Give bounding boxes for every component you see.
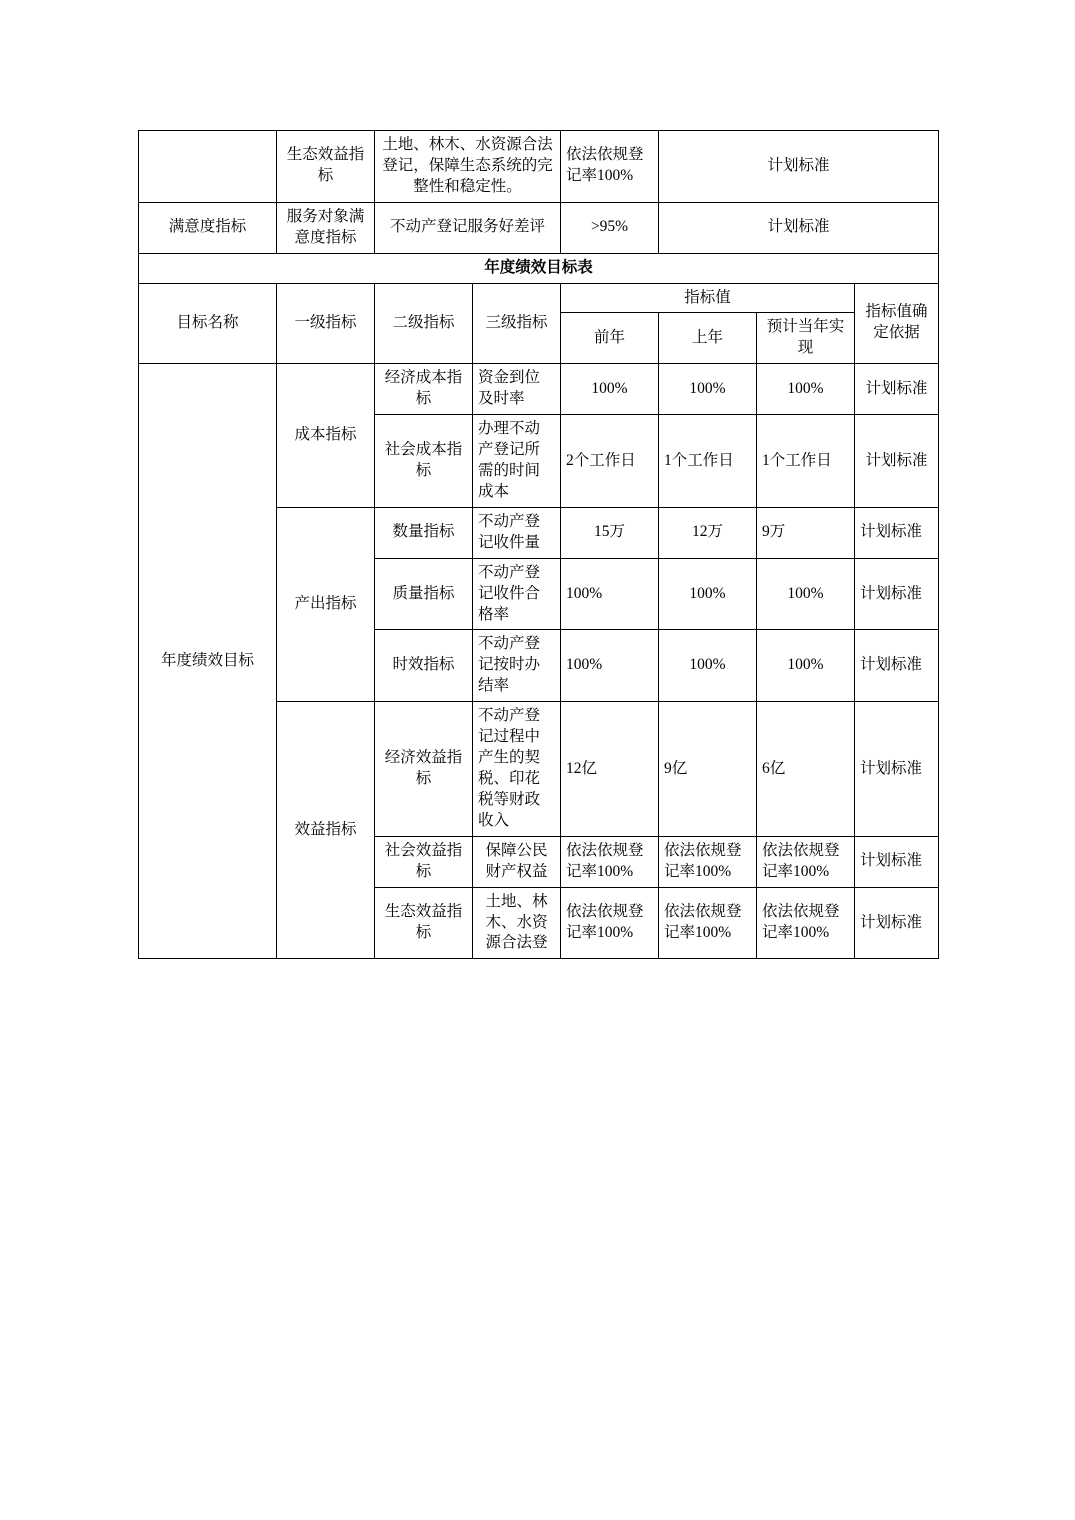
row-2-level3: 不动产登记收件量 (473, 507, 561, 558)
row-2-prev1: 12万 (659, 507, 757, 558)
header-value-prev2: 前年 (561, 313, 659, 364)
row-5-basis: 计划标准 (855, 702, 939, 837)
table-header-row (139, 283, 939, 313)
row-7-basis: 计划标准 (855, 887, 939, 959)
row-4-prev2: 100% (561, 630, 659, 702)
row-1-prev2: 2个工作日 (561, 415, 659, 508)
row-6-current: 依法依规登记率100% (757, 836, 855, 887)
top-row-0-col5: 计划标准 (659, 131, 939, 203)
table-row (139, 202, 939, 253)
row-4-prev1: 100% (659, 630, 757, 702)
row-3-current: 100% (757, 558, 855, 630)
group-label-output: 产出指标 (277, 507, 375, 701)
top-row-0-col4: 依法依规登记率100% (561, 131, 659, 203)
top-row-1-col1: 满意度指标 (139, 202, 277, 253)
row-4-level3: 不动产登记按时办结率 (473, 630, 561, 702)
row-5-level2: 经济效益指标 (375, 702, 473, 837)
top-row-1-col5: 计划标准 (659, 202, 939, 253)
row-6-prev2: 依法依规登记率100% (561, 836, 659, 887)
row-7-current: 依法依规登记率100% (757, 887, 855, 959)
row-4-basis: 计划标准 (855, 630, 939, 702)
group-label-cost: 成本指标 (277, 364, 375, 508)
table-row (139, 131, 939, 203)
row-5-level3: 不动产登记过程中产生的契税、印花税等财政收入 (473, 702, 561, 837)
row-0-level2: 经济成本指标 (375, 364, 473, 415)
top-row-0-col1 (139, 131, 277, 203)
header-level2: 二级指标 (375, 283, 473, 364)
row-6-basis: 计划标准 (855, 836, 939, 887)
row-1-level2: 社会成本指标 (375, 415, 473, 508)
row-2-basis: 计划标准 (855, 507, 939, 558)
row-4-level2: 时效指标 (375, 630, 473, 702)
goal-name-value: 年度绩效目标 (139, 364, 277, 959)
row-5-current: 6亿 (757, 702, 855, 837)
row-6-prev1: 依法依规登记率100% (659, 836, 757, 887)
row-2-prev2: 15万 (561, 507, 659, 558)
row-0-current: 100% (757, 364, 855, 415)
row-3-basis: 计划标准 (855, 558, 939, 630)
header-value-prev1: 上年 (659, 313, 757, 364)
row-4-current: 100% (757, 630, 855, 702)
row-7-prev2: 依法依规登记率100% (561, 887, 659, 959)
row-5-prev1: 9亿 (659, 702, 757, 837)
row-1-prev1: 1个工作日 (659, 415, 757, 508)
row-7-level3: 土地、林木、水资源合法登 (473, 887, 561, 959)
row-1-basis: 计划标准 (855, 415, 939, 508)
top-row-0-col3: 土地、林木、水资源合法登记，保障生态系统的完整性和稳定性。 (375, 131, 561, 203)
header-value-group: 指标值 (561, 283, 855, 313)
row-0-prev1: 100% (659, 364, 757, 415)
row-6-level3: 保障公民财产权益 (473, 836, 561, 887)
header-goal-name: 目标名称 (139, 283, 277, 364)
top-row-1-col4: >95% (561, 202, 659, 253)
section-title-row (139, 253, 939, 283)
row-1-level3: 办理不动产登记所需的时间成本 (473, 415, 561, 508)
row-0-prev2: 100% (561, 364, 659, 415)
row-0-level3: 资金到位及时率 (473, 364, 561, 415)
top-row-1-col2: 服务对象满意度指标 (277, 202, 375, 253)
row-3-level2: 质量指标 (375, 558, 473, 630)
header-basis: 指标值确定依据 (855, 283, 939, 364)
performance-table (138, 130, 939, 959)
row-5-prev2: 12亿 (561, 702, 659, 837)
header-level3: 三级指标 (473, 283, 561, 364)
header-value-current: 预计当年实现 (757, 313, 855, 364)
row-1-current: 1个工作日 (757, 415, 855, 508)
row-3-prev2: 100% (561, 558, 659, 630)
row-7-level2: 生态效益指标 (375, 887, 473, 959)
row-2-current: 9万 (757, 507, 855, 558)
row-6-level2: 社会效益指标 (375, 836, 473, 887)
top-row-0-col2: 生态效益指标 (277, 131, 375, 203)
row-0-basis: 计划标准 (855, 364, 939, 415)
section-title: 年度绩效目标表 (139, 253, 939, 283)
table-row (139, 364, 939, 415)
row-3-level3: 不动产登记收件合格率 (473, 558, 561, 630)
row-7-prev1: 依法依规登记率100% (659, 887, 757, 959)
top-row-1-col3: 不动产登记服务好差评 (375, 202, 561, 253)
row-3-prev1: 100% (659, 558, 757, 630)
row-2-level2: 数量指标 (375, 507, 473, 558)
header-level1: 一级指标 (277, 283, 375, 364)
group-label-benefit: 效益指标 (277, 702, 375, 959)
